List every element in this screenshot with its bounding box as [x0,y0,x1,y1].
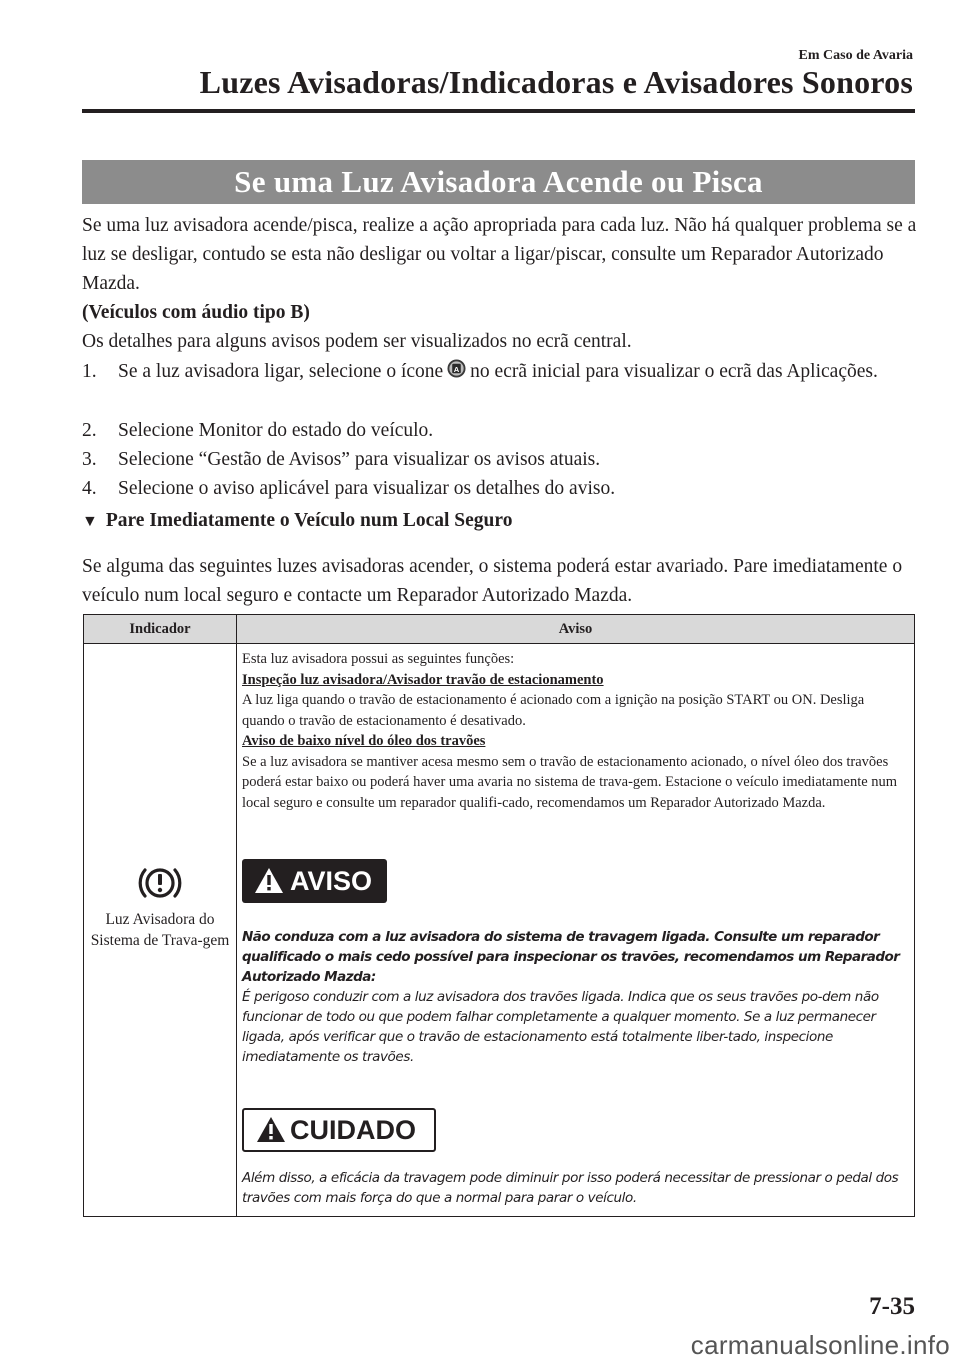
function-heading-2: Aviso de baixo nível do óleo dos travões [242,733,486,749]
step-2 [82,416,922,445]
step-number: 4. [82,478,97,499]
function-text-2: Se a luz avisadora se mantiver acesa mesmo sem o travão de estacionamento acionado, o nível óleo dos travões poderá estar baixo ou poderá haver uma avaria no sistema de trava-gem. Estacione o veículo imediatamente num local seguro e consulte um reparador qualifi-cado, recomendamos um Reparador Autorizado Mazda. [242,753,898,811]
function-heading-1: Inspeção luz avisadora/Avisador travão de estacionamento [242,671,604,688]
step-number: 1. [82,361,97,382]
cuidado-label: CUIDADO [290,1115,416,1145]
svg-text:A: A [453,364,460,374]
step-1 [82,357,922,386]
step-text: Se a luz avisadora ligar, selecione o ícone [118,361,444,382]
function-text-1: A luz liga quando o travão de estacionamento é acionado com a ignição na posição START ou ON. Desliga quando o travão de estacionamento é desativado. [242,692,865,729]
stop-paragraph: Se alguma das seguintes luzes avisadoras acender, o sistema poderá estar avariado. Pare imediatamente o veículo num local seguro e contacte um Reparador Autorizado Mazda. [82,556,903,606]
details-paragraph: Os detalhes para alguns avisos podem ser visualizados no ecrã central. [82,331,632,352]
step-text: Selecione “Gestão de Avisos” para visualizar os avisos atuais. [118,449,601,470]
audio-type-note: (Veículos com áudio tipo B) [82,302,310,323]
step-4 [82,474,922,503]
step-3 [82,445,922,474]
aviso-bold-text: Não conduza com a luz avisadora do sistema de travagem ligada. Consulte um reparador qualificado o mais cedo possível para inspecionar os travões, recomendamos um Reparador Autorizado Mazda: [242,929,900,985]
aviso-body-text: É perigoso conduzir com a luz avisadora dos travões ligada. Indica que os seus travões po-dem não funcionar de todo ou que podem falhar completamente a qualquer momento. Se a luz permanecer ligada, após verificar que o travão de estacionamento está totalmente liber-tado, inspecione imediatamente os travões. [242,989,879,1065]
page-number: 7-35 [869,1293,915,1320]
step-number: 3. [82,449,97,470]
subheading [82,510,512,532]
step-text: Selecione o aviso aplicável para visualizar os detalhes do aviso. [118,478,616,499]
table-header [84,615,914,644]
step-text: Selecione Monitor do estado do veículo. [118,420,434,441]
subheading-text: Pare Imediatamente o Veículo num Local Seguro [105,510,513,531]
column-divider [236,643,237,1217]
indicator-label: Luz Avisadora do Sistema de Trava-gem [90,911,230,949]
warning-triangle-icon [254,867,284,894]
aviso-content [242,927,912,1067]
warning-table [83,614,915,1217]
cuidado-badge [242,1108,436,1152]
caution-triangle-icon [256,1116,286,1143]
triangle-marker-icon: ▼ [82,513,98,530]
description-intro: Esta luz avisadora possui as seguintes funções: [242,651,515,667]
warning-description [242,649,910,813]
step-text-cont: no ecrã inicial para visualizar o ecrã das Aplicações. [470,361,878,382]
step-number: 2. [82,420,97,441]
watermark: carmanualsonline.info [690,1330,950,1360]
intro-paragraph: Se uma luz avisadora acende/pisca, realize a ação apropriada para cada luz. Não há qualquer problema se a luz se desligar, contudo se esta não desligar ou voltar a ligar/piscar, consulte um Reparador Autorizado Mazda. [82,215,917,294]
aviso-label: AVISO [290,866,373,896]
apps-icon [447,359,466,378]
column-header-warning: Aviso [558,621,593,637]
section-banner: Se uma Luz Avisadora Acende ou Pisca [82,160,915,204]
column-header-indicator: Indicador [84,615,237,643]
brake-warning-icon [137,863,183,903]
section-title: Em Caso de Avaria [798,48,913,63]
cuidado-body-text: Além disso, a eficácia da travagem pode diminuir por isso poderá necessitar de pressionar o pedal dos travões com mais força do que a normal para parar o veículo. [242,1170,899,1206]
chapter-title: Luzes Avisadoras/Indicadoras e Avisadores Sonoros [199,64,913,100]
aviso-badge [242,859,387,903]
indicator-cell [84,863,236,951]
header-rule [82,109,915,113]
